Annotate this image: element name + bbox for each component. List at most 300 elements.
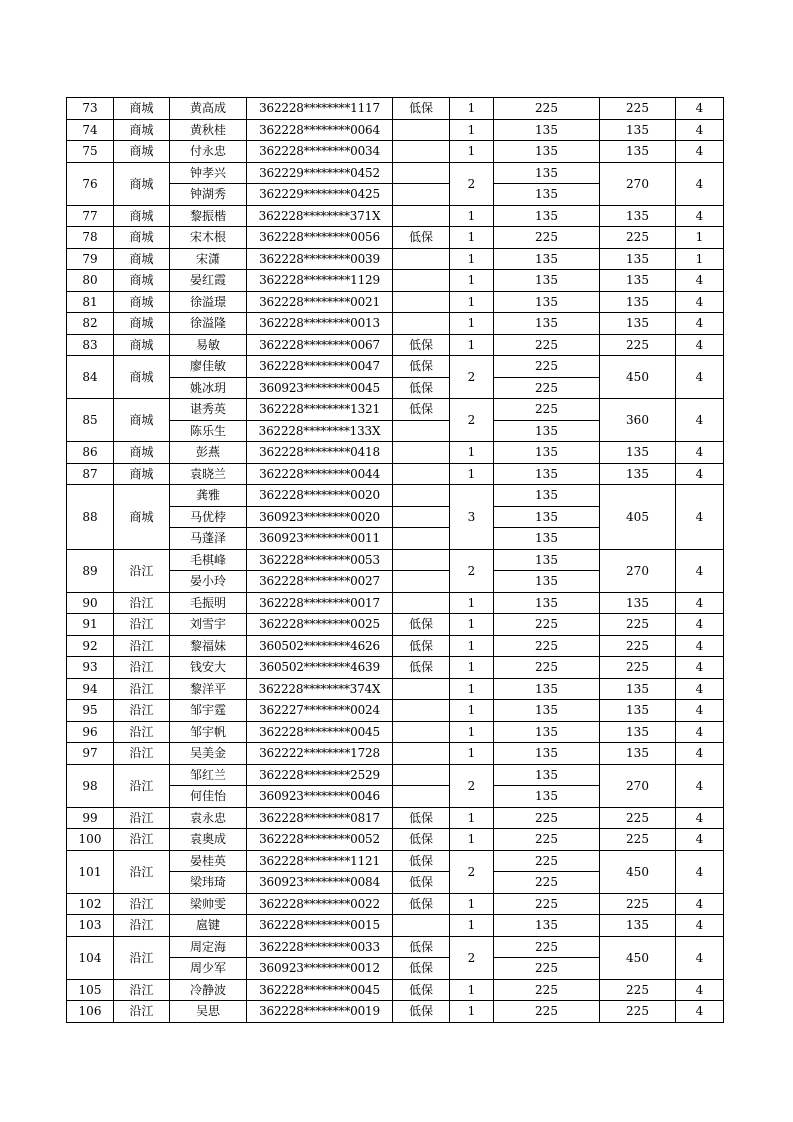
id-number-cell: 362228********0017: [247, 592, 393, 614]
amount-cell: 225: [494, 377, 600, 399]
amount-cell: 135: [494, 764, 600, 786]
id-number-cell: 362228********0034: [247, 141, 393, 163]
type-cell: 低保: [393, 614, 450, 636]
row-number: 96: [67, 721, 114, 743]
area-cell: 沿江: [114, 635, 170, 657]
area-cell: 沿江: [114, 915, 170, 937]
count-cell: 2: [450, 399, 494, 442]
name-cell: 龚雅: [170, 485, 247, 507]
count-cell: 1: [450, 141, 494, 163]
table-row: [67, 721, 724, 743]
table-row: [67, 399, 724, 421]
area-cell: 沿江: [114, 721, 170, 743]
row-number: 76: [67, 162, 114, 205]
area-cell: 沿江: [114, 850, 170, 893]
type-cell: [393, 463, 450, 485]
total-cell: 450: [600, 356, 676, 399]
id-number-cell: 360923********0020: [247, 506, 393, 528]
grade-cell: 4: [676, 334, 724, 356]
row-number: 77: [67, 205, 114, 227]
count-cell: 1: [450, 313, 494, 335]
grade-cell: 4: [676, 743, 724, 765]
count-cell: 1: [450, 700, 494, 722]
name-cell: 梁帅雯: [170, 893, 247, 915]
amount-cell: 135: [494, 506, 600, 528]
type-cell: 低保: [393, 850, 450, 872]
amount-cell: 225: [494, 807, 600, 829]
area-cell: 商城: [114, 485, 170, 550]
table-row: [67, 850, 724, 872]
table-row: [67, 485, 724, 507]
id-number-cell: 362228********0039: [247, 248, 393, 270]
row-number: 95: [67, 700, 114, 722]
grade-cell: 4: [676, 119, 724, 141]
name-cell: 廖佳敏: [170, 356, 247, 378]
total-cell: 135: [600, 700, 676, 722]
count-cell: 1: [450, 893, 494, 915]
table-row: [67, 141, 724, 163]
grade-cell: 4: [676, 141, 724, 163]
id-number-cell: 362228********0019: [247, 1001, 393, 1023]
id-number-cell: 360923********0045: [247, 377, 393, 399]
name-cell: 吴美金: [170, 743, 247, 765]
row-number: 90: [67, 592, 114, 614]
total-cell: 270: [600, 162, 676, 205]
grade-cell: 4: [676, 1001, 724, 1023]
area-cell: 沿江: [114, 829, 170, 851]
type-cell: [393, 528, 450, 550]
amount-cell: 225: [494, 635, 600, 657]
grade-cell: 4: [676, 614, 724, 636]
total-cell: 225: [600, 829, 676, 851]
grade-cell: 4: [676, 356, 724, 399]
row-number: 74: [67, 119, 114, 141]
grade-cell: 4: [676, 162, 724, 205]
row-number: 91: [67, 614, 114, 636]
id-number-cell: 362228********0044: [247, 463, 393, 485]
name-cell: 钟孝兴: [170, 162, 247, 184]
amount-cell: 135: [494, 420, 600, 442]
grade-cell: 4: [676, 657, 724, 679]
total-cell: 135: [600, 592, 676, 614]
row-number: 73: [67, 98, 114, 120]
type-cell: 低保: [393, 872, 450, 894]
total-cell: 135: [600, 313, 676, 335]
type-cell: 低保: [393, 958, 450, 980]
grade-cell: 4: [676, 205, 724, 227]
name-cell: 袁永忠: [170, 807, 247, 829]
amount-cell: 135: [494, 313, 600, 335]
amount-cell: 135: [494, 463, 600, 485]
type-cell: [393, 571, 450, 593]
type-cell: [393, 592, 450, 614]
total-cell: 135: [600, 463, 676, 485]
name-cell: 马蓬泽: [170, 528, 247, 550]
name-cell: 宋潇: [170, 248, 247, 270]
row-number: 75: [67, 141, 114, 163]
area-cell: 商城: [114, 334, 170, 356]
amount-cell: 135: [494, 700, 600, 722]
area-cell: 沿江: [114, 936, 170, 979]
id-number-cell: 362228********1129: [247, 270, 393, 292]
table-row: [67, 743, 724, 765]
type-cell: 低保: [393, 657, 450, 679]
name-cell: 邹宇霆: [170, 700, 247, 722]
grade-cell: 4: [676, 807, 724, 829]
table-row: [67, 829, 724, 851]
name-cell: 易敏: [170, 334, 247, 356]
amount-cell: 135: [494, 528, 600, 550]
name-cell: 钟湖秀: [170, 184, 247, 206]
name-cell: 周定海: [170, 936, 247, 958]
count-cell: 2: [450, 850, 494, 893]
amount-cell: 135: [494, 184, 600, 206]
count-cell: 1: [450, 721, 494, 743]
type-cell: [393, 700, 450, 722]
total-cell: 135: [600, 442, 676, 464]
type-cell: 低保: [393, 893, 450, 915]
amount-cell: 135: [494, 248, 600, 270]
total-cell: 135: [600, 915, 676, 937]
amount-cell: 225: [494, 399, 600, 421]
type-cell: [393, 291, 450, 313]
grade-cell: 4: [676, 721, 724, 743]
id-number-cell: 362228********0033: [247, 936, 393, 958]
count-cell: 2: [450, 549, 494, 592]
count-cell: 1: [450, 743, 494, 765]
name-cell: 徐溢璟: [170, 291, 247, 313]
type-cell: [393, 420, 450, 442]
count-cell: 3: [450, 485, 494, 550]
type-cell: [393, 678, 450, 700]
type-cell: [393, 915, 450, 937]
id-number-cell: 362229********0452: [247, 162, 393, 184]
table-row: [67, 614, 724, 636]
count-cell: 1: [450, 119, 494, 141]
id-number-cell: 360923********0011: [247, 528, 393, 550]
table-row: [67, 119, 724, 141]
grade-cell: 4: [676, 893, 724, 915]
table-row: [67, 657, 724, 679]
row-number: 82: [67, 313, 114, 335]
name-cell: 马优桲: [170, 506, 247, 528]
type-cell: [393, 485, 450, 507]
amount-cell: 225: [494, 356, 600, 378]
count-cell: 1: [450, 807, 494, 829]
row-number: 83: [67, 334, 114, 356]
amount-cell: 225: [494, 893, 600, 915]
area-cell: 商城: [114, 313, 170, 335]
area-cell: 沿江: [114, 700, 170, 722]
row-number: 81: [67, 291, 114, 313]
name-cell: 毛棋峰: [170, 549, 247, 571]
area-cell: 商城: [114, 291, 170, 313]
row-number: 104: [67, 936, 114, 979]
total-cell: 135: [600, 119, 676, 141]
table-row: [67, 764, 724, 786]
count-cell: 2: [450, 764, 494, 807]
area-cell: 商城: [114, 227, 170, 249]
id-number-cell: 362228********0020: [247, 485, 393, 507]
type-cell: [393, 162, 450, 184]
grade-cell: 4: [676, 313, 724, 335]
grade-cell: 4: [676, 936, 724, 979]
area-cell: 商城: [114, 119, 170, 141]
area-cell: 沿江: [114, 549, 170, 592]
count-cell: 1: [450, 635, 494, 657]
name-cell: 袁奥成: [170, 829, 247, 851]
type-cell: [393, 786, 450, 808]
amount-cell: 225: [494, 98, 600, 120]
amount-cell: 135: [494, 721, 600, 743]
name-cell: 钱安大: [170, 657, 247, 679]
table-row: [67, 807, 724, 829]
amount-cell: 225: [494, 657, 600, 679]
id-number-cell: 362228********0047: [247, 356, 393, 378]
table-row: [67, 205, 724, 227]
table-body: [67, 98, 724, 1023]
total-cell: 405: [600, 485, 676, 550]
row-number: 102: [67, 893, 114, 915]
total-cell: 225: [600, 657, 676, 679]
id-number-cell: 362228********0418: [247, 442, 393, 464]
type-cell: 低保: [393, 1001, 450, 1023]
name-cell: 徐溢隆: [170, 313, 247, 335]
type-cell: 低保: [393, 936, 450, 958]
area-cell: 沿江: [114, 979, 170, 1001]
id-number-cell: 362228********0045: [247, 721, 393, 743]
table-row: [67, 270, 724, 292]
row-number: 100: [67, 829, 114, 851]
total-cell: 450: [600, 850, 676, 893]
type-cell: [393, 721, 450, 743]
total-cell: 360: [600, 399, 676, 442]
name-cell: 黎振楷: [170, 205, 247, 227]
id-number-cell: 362228********0067: [247, 334, 393, 356]
id-number-cell: 362228********371X: [247, 205, 393, 227]
table-row: [67, 442, 724, 464]
row-number: 97: [67, 743, 114, 765]
id-number-cell: 362228********1117: [247, 98, 393, 120]
row-number: 92: [67, 635, 114, 657]
area-cell: 沿江: [114, 807, 170, 829]
count-cell: 1: [450, 657, 494, 679]
area-cell: 商城: [114, 162, 170, 205]
area-cell: 商城: [114, 248, 170, 270]
amount-cell: 135: [494, 291, 600, 313]
name-cell: 邹宇帆: [170, 721, 247, 743]
row-number: 80: [67, 270, 114, 292]
grade-cell: 4: [676, 442, 724, 464]
total-cell: 225: [600, 227, 676, 249]
id-number-cell: 362228********0015: [247, 915, 393, 937]
type-cell: 低保: [393, 979, 450, 1001]
id-number-cell: 362228********0053: [247, 549, 393, 571]
name-cell: 刘雪宇: [170, 614, 247, 636]
type-cell: [393, 141, 450, 163]
grade-cell: 1: [676, 248, 724, 270]
table-row: [67, 915, 724, 937]
name-cell: 谌秀英: [170, 399, 247, 421]
area-cell: 商城: [114, 463, 170, 485]
row-number: 89: [67, 549, 114, 592]
total-cell: 225: [600, 979, 676, 1001]
area-cell: 沿江: [114, 743, 170, 765]
row-number: 94: [67, 678, 114, 700]
total-cell: 450: [600, 936, 676, 979]
name-cell: 黎洋平: [170, 678, 247, 700]
grade-cell: 4: [676, 485, 724, 550]
amount-cell: 135: [494, 205, 600, 227]
name-cell: 付永忠: [170, 141, 247, 163]
table-row: [67, 979, 724, 1001]
count-cell: 1: [450, 678, 494, 700]
row-number: 93: [67, 657, 114, 679]
table-row: [67, 248, 724, 270]
total-cell: 135: [600, 743, 676, 765]
amount-cell: 135: [494, 678, 600, 700]
table-row: [67, 227, 724, 249]
name-cell: 陈乐生: [170, 420, 247, 442]
row-number: 99: [67, 807, 114, 829]
type-cell: [393, 205, 450, 227]
amount-cell: 135: [494, 549, 600, 571]
count-cell: 1: [450, 270, 494, 292]
amount-cell: 135: [494, 485, 600, 507]
table-row: [67, 162, 724, 184]
total-cell: 225: [600, 635, 676, 657]
total-cell: 135: [600, 270, 676, 292]
amount-cell: 225: [494, 227, 600, 249]
type-cell: 低保: [393, 377, 450, 399]
count-cell: 1: [450, 1001, 494, 1023]
total-cell: 270: [600, 764, 676, 807]
total-cell: 270: [600, 549, 676, 592]
row-number: 103: [67, 915, 114, 937]
id-number-cell: 362228********0027: [247, 571, 393, 593]
row-number: 105: [67, 979, 114, 1001]
id-number-cell: 362229********0425: [247, 184, 393, 206]
amount-cell: 135: [494, 915, 600, 937]
id-number-cell: 362228********0013: [247, 313, 393, 335]
name-cell: 周少军: [170, 958, 247, 980]
id-number-cell: 362228********0817: [247, 807, 393, 829]
name-cell: 晏桂英: [170, 850, 247, 872]
table-row: [67, 678, 724, 700]
table-row: [67, 291, 724, 313]
amount-cell: 225: [494, 936, 600, 958]
amount-cell: 135: [494, 592, 600, 614]
area-cell: 沿江: [114, 592, 170, 614]
area-cell: 沿江: [114, 1001, 170, 1023]
name-cell: 黄高成: [170, 98, 247, 120]
grade-cell: 4: [676, 270, 724, 292]
name-cell: 冷静波: [170, 979, 247, 1001]
count-cell: 1: [450, 291, 494, 313]
grade-cell: 4: [676, 291, 724, 313]
table-row: [67, 334, 724, 356]
grade-cell: 4: [676, 399, 724, 442]
amount-cell: 225: [494, 829, 600, 851]
type-cell: [393, 506, 450, 528]
row-number: 86: [67, 442, 114, 464]
area-cell: 商城: [114, 141, 170, 163]
row-number: 84: [67, 356, 114, 399]
id-number-cell: 362228********2529: [247, 764, 393, 786]
type-cell: 低保: [393, 399, 450, 421]
grade-cell: 4: [676, 635, 724, 657]
name-cell: 邹红兰: [170, 764, 247, 786]
type-cell: [393, 119, 450, 141]
total-cell: 135: [600, 141, 676, 163]
type-cell: 低保: [393, 356, 450, 378]
table-row: [67, 463, 724, 485]
amount-cell: 135: [494, 442, 600, 464]
type-cell: [393, 270, 450, 292]
id-number-cell: 362228********133X: [247, 420, 393, 442]
amount-cell: 225: [494, 979, 600, 1001]
total-cell: 225: [600, 1001, 676, 1023]
id-number-cell: 362228********0022: [247, 893, 393, 915]
amount-cell: 225: [494, 850, 600, 872]
amount-cell: 135: [494, 571, 600, 593]
name-cell: 晏小玲: [170, 571, 247, 593]
id-number-cell: 362227********0024: [247, 700, 393, 722]
type-cell: [393, 764, 450, 786]
name-cell: 姚冰玥: [170, 377, 247, 399]
area-cell: 沿江: [114, 893, 170, 915]
row-number: 106: [67, 1001, 114, 1023]
id-number-cell: 362228********1121: [247, 850, 393, 872]
total-cell: 135: [600, 248, 676, 270]
count-cell: 2: [450, 162, 494, 205]
grade-cell: 4: [676, 463, 724, 485]
count-cell: 1: [450, 614, 494, 636]
id-number-cell: 362228********1321: [247, 399, 393, 421]
amount-cell: 135: [494, 141, 600, 163]
name-cell: 吴思: [170, 1001, 247, 1023]
table-row: [67, 356, 724, 378]
id-number-cell: 362228********0021: [247, 291, 393, 313]
grade-cell: 4: [676, 592, 724, 614]
name-cell: 晏红霞: [170, 270, 247, 292]
table-row: [67, 549, 724, 571]
id-number-cell: 362228********374X: [247, 678, 393, 700]
total-cell: 135: [600, 205, 676, 227]
area-cell: 商城: [114, 270, 170, 292]
amount-cell: 225: [494, 872, 600, 894]
count-cell: 1: [450, 227, 494, 249]
row-number: 85: [67, 399, 114, 442]
grade-cell: 1: [676, 227, 724, 249]
type-cell: [393, 442, 450, 464]
count-cell: 1: [450, 915, 494, 937]
row-number: 88: [67, 485, 114, 550]
area-cell: 沿江: [114, 678, 170, 700]
grade-cell: 4: [676, 678, 724, 700]
row-number: 87: [67, 463, 114, 485]
count-cell: 1: [450, 979, 494, 1001]
id-number-cell: 360502********4639: [247, 657, 393, 679]
id-number-cell: 362228********0025: [247, 614, 393, 636]
count-cell: 1: [450, 248, 494, 270]
count-cell: 1: [450, 98, 494, 120]
amount-cell: 225: [494, 334, 600, 356]
grade-cell: 4: [676, 764, 724, 807]
row-number: 78: [67, 227, 114, 249]
area-cell: 商城: [114, 399, 170, 442]
name-cell: 何佳怡: [170, 786, 247, 808]
